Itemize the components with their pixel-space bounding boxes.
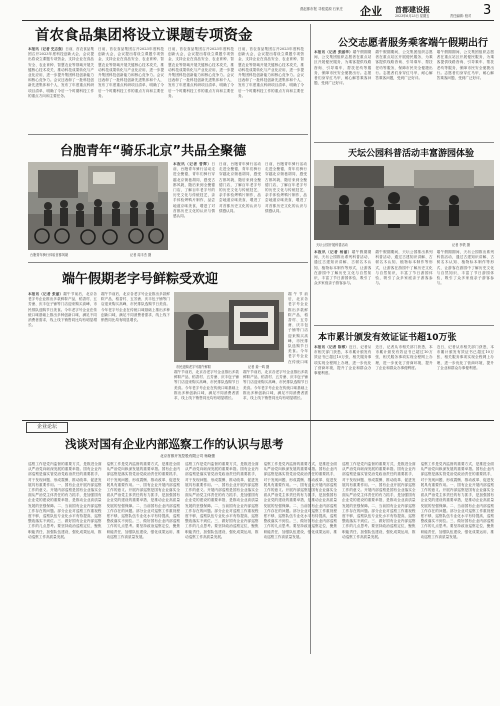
header-small-info: 燕赵都市报 寻根觅源 石家庄 <box>300 7 343 11</box>
forum-headline: 浅谈对国有企业内部巡察工作的认识与思考 <box>65 437 284 451</box>
tiantan-photo-caption: 天坛公园开展科普活动 <box>316 243 348 247</box>
shounong-text-1: 日前，首农食品集团召开2023年度科技创新大会，会议提出将设立课题专项资金，支持企业在食品安全、农业育种、智慧农业等领域开展关键核心技术攻关，推动科技成果转化与产业化应用，进一步提升集团科技创新能力和核心竞争力。会议还表彰了一批科技创新先进集体和个人，发布了年度重点科研项目清单，明确了今后一个时期科技工作的重点方向和主要任务。 <box>28 47 94 98</box>
volunteer-text-3: 端午假期期间，公交集团组织志愿者在重点站区开展便民服务，为乘客提供线路咨询、引导乘车、帮扶老幼等服务，保障市民安全便捷出行。志愿者们身穿红马甲，耐心解答乘客问题，受到广泛好评。 <box>436 50 494 81</box>
taiwan-text-2: 日前，台胞青年骑行活动走进全聚德，青年们骑行穿越北京街巷胡同，感受古都风貌，随后来到全聚德门店，了解百年老字号的历史文化与传统技艺，亲手体验烤鸭片制作，品尝地道京味美食，增进了对首都历史文化的认识与情感认同。 <box>219 162 261 213</box>
duanwu-photo <box>174 292 284 362</box>
taiwan-byline: 本报讯（记者 曾辉） <box>173 162 212 166</box>
duanwu-photo-caption: 市民选购老字号端午鲜粽 <box>176 365 212 369</box>
tiantan-text-3: 端午假期期间，天坛公园推出系列科普活动，通过古建知识讲解、古树名木认知、植物标本制作等形式，让游客在游园中了解历史文化与自然知识，丰富了节日游园体验，吸引了众多家庭亲子游客参与。 <box>436 250 494 286</box>
forum-text-5: 巡察工作是党内监督的重要方式，是推进全面从严治党向纵深发展的重要举措。国有企业内部巡察是落实管党治党政治责任的重要抓手，对于发现问题、形成震慑、推动改革、促进发展具有重要作用。一、国有企业开展内部巡察工作的意义。开展内部巡察是国有企业落实全面从严治党主体责任的有力抓手，是加强国有企业党的建设的重要举措，是推动企业高质量发展的坚强保障。二、当前国有企业内部巡察工作存在的问题。部分企业对巡察工作重视程度不够，巡察队伍专业化水平有待提高，巡察整改落实不到位。三、做好国有企业内部巡察工作的几点思考。要坚持政治巡察定位，聚焦职能责任，加强队伍建设，强化成果运用，推动巡察工作高质量发展。 <box>342 462 416 539</box>
shounong-text-3: 日前，首农食品集团召开2023年度科技创新大会，会议提出将设立课题专项资金，支持企业在食品安全、农业育种、智慧农业等领域开展关键核心技术攻关，推动科技成果转化与产业化应用，进一步提升集团科技创新能力和核心竞争力。会议还表彰了一批科技创新先进集体和个人，发布了年度重点科研项目清单，明确了今后一个时期科技工作的重点方向和主要任务。 <box>168 47 234 98</box>
forum-text-2: 巡察工作是党内监督的重要方式，是推进全面从严治党向纵深发展的重要举措。国有企业内部巡察是落实管党治党政治责任的重要抓手，对于发现问题、形成震慑、推动改革、促进发展具有重要作用。一、国有企业开展内部巡察工作的意义。开展内部巡察是国有企业落实全面从严治党主体责任的有力抓手，是加强国有企业党的建设的重要举措，是推动企业高质量发展的坚强保障。二、当前国有企业内部巡察工作存在的问题。部分企业对巡察工作重视程度不够，巡察队伍专业化水平有待提高，巡察整改落实不到位。三、做好国有企业内部巡察工作的几点思考。要坚持政治巡察定位，聚焦职能责任，加强队伍建设，强化成果运用，推动巡察工作高质量发展。 <box>106 462 180 539</box>
tiantan-photo <box>314 160 494 240</box>
forum-column-label: 企业论坛 <box>26 422 68 433</box>
taiwan-body <box>173 162 307 256</box>
header-editor: 责任编辑: 校对 <box>450 14 472 18</box>
shounong-body <box>28 47 304 131</box>
duanwu-text-3: 端午节前后，北京各老字号企业推出多款鲜粽产品，稻香村、五芳斋、庆丰包子铺等门店迎来购买高峰，市民排队选购节日美食。今年老字号企业在传统口味基础上推出多种创新口味，满足不同消费者需求，线上线下销售同比均有明显增长。 <box>174 370 239 401</box>
volunteer-headline: 公交志愿者服务乘客端午假期出行 <box>338 38 488 49</box>
shounong-text-4: 日前，首农食品集团召开2023年度科技创新大会，会议提出将设立课题专项资金，支持企业在食品安全、农业育种、智慧农业等领域开展关键核心技术攻关，推动科技成果转化与产业化应用，进一步提升集团科技创新能力和核心竞争力。会议还表彰了一批科技创新先进集体和个人，发布了年度重点科研项目清单，明确了今后一个时期科技工作的重点方向和主要任务。 <box>238 47 304 98</box>
taiwan-photo-caption: 台胞青年骑行体验首都风貌 <box>30 253 69 257</box>
forum-text-4: 巡察工作是党内监督的重要方式，是推进全面从严治党向纵深发展的重要举措。国有企业内部巡察是落实管党治党政治责任的重要抓手，对于发现问题、形成震慑、推动改革、促进发展具有重要作用。一、国有企业开展内部巡察工作的意义。开展内部巡察是国有企业落实全面从严治党主体责任的有力抓手，是加强国有企业党的建设的重要举措，是推动企业高质量发展的坚强保障。二、当前国有企业内部巡察工作存在的问题。部分企业对巡察工作重视程度不够，巡察队伍专业化水平有待提高，巡察整改落实不到位。三、做好国有企业内部巡察工作的几点思考。要坚持政治巡察定位，聚焦职能责任，加强队伍建设，强化成果运用，推动巡察工作高质量发展。 <box>263 462 337 539</box>
duanwu-text-5: 端午节前后，北京各老字号企业推出多款鲜粽产品，稻香村、五芳斋、庆丰包子铺等门店迎来购买高峰，市民排队选购节日美食。今年老字号企业在传统口味 <box>288 292 308 364</box>
license-headline: 本市累计颁发有效证证书超10万张 <box>318 333 457 343</box>
license-text-2: 近日，记者从市相关部门获悉，本市累计颁发有效证书已超过10万张，相关服务事项实现全程网上办理，进一步优化了营商环境，提升了企业和群众办事便利度。 <box>375 345 433 370</box>
taiwan-photo-credit: 记者 周丰杰 摄 <box>130 253 152 257</box>
duanwu-text-1: 端午节前后，北京各老字号企业推出多款鲜粽产品，稻香村、五芳斋、庆丰包子铺等门店迎来购买高峰，市民排队选购节日美食。今年老字号企业在传统口味基础上推出多种创新口味，满足不同消费者需求，线上线下销售同比均有明显增长。 <box>28 292 97 328</box>
taiwan-text-3: 日前，台胞青年骑行活动走进全聚德，青年们骑行穿越北京街巷胡同，感受古都风貌，随后来到全聚德门店，了解百年老字号的历史文化与传统技艺，亲手体验烤鸭片制作，品尝地道京味美食，增进了对首都历史文化的认识与情感认同。 <box>265 162 307 213</box>
shounong-headline: 首农食品集团将设立课题专项资金 <box>35 28 253 44</box>
duanwu-headline: 端午假期老字号鲜粽受欢迎 <box>62 272 219 287</box>
shounong-byline: 本报讯（记者 史志强） <box>28 47 66 51</box>
tiantan-text-2: 端午假期期间，天坛公园推出系列科普活动，通过古建知识讲解、古树名木认知、植物标本制作等形式，让游客在游园中了解历史文化与自然知识，丰富了节日游园体验，吸引了众多家庭亲子游客参与。 <box>375 250 433 286</box>
forum-text-6: 巡察工作是党内监督的重要方式，是推进全面从严治党向纵深发展的重要举措。国有企业内部巡察是落实管党治党政治责任的重要抓手，对于发现问题、形成震慑、推动改革、促进发展具有重要作用。一、国有企业开展内部巡察工作的意义。开展内部巡察是国有企业落实全面从严治党主体责任的有力抓手，是加强国有企业党的建设的重要举措，是推动企业高质量发展的坚强保障。二、当前国有企业内部巡察工作存在的问题。部分企业对巡察工作重视程度不够，巡察队伍专业化水平有待提高，巡察整改落实不到位。三、做好国有企业内部巡察工作的几点思考。要坚持政治巡察定位，聚焦职能责任，加强队伍建设，强化成果运用，推动巡察工作高质量发展。 <box>420 462 494 539</box>
taiwan-headline: 台胞青年“骑乐北京”共品全聚德 <box>60 144 247 159</box>
duanwu-text-4: 端午节前后，北京各老字号企业推出多款鲜粽产品，稻香村、五芳斋、庆丰包子铺等门店迎来购买高峰，市民排队选购节日美食。今年老字号企业在传统口味基础上推出多种创新口味，满足不同消费者需求，线上线下销售同比均有明显增长。 <box>243 370 308 401</box>
taiwan-photo <box>28 162 168 250</box>
volunteer-text-2: 端午假期期间，公交集团组织志愿者在重点站区开展便民服务，为乘客提供线路咨询、引导乘车、帮扶老幼等服务，保障市民安全便捷出行。志愿者们身穿红马甲，耐心解答乘客问题，受到广泛好评。 <box>375 50 433 81</box>
forum-text-1: 巡察工作是党内监督的重要方式，是推进全面从严治党向纵深发展的重要举措。国有企业内部巡察是落实管党治党政治责任的重要抓手，对于发现问题、形成震慑、推动改革、促进发展具有重要作用。一、国有企业开展内部巡察工作的意义。开展内部巡察是国有企业落实全面从严治党主体责任的有力抓手，是加强国有企业党的建设的重要举措，是推动企业高质量发展的坚强保障。二、当前国有企业内部巡察工作存在的问题。部分企业对巡察工作重视程度不够，巡察队伍专业化水平有待提高，巡察整改落实不到位。三、做好国有企业内部巡察工作的几点思考。要坚持政治巡察定位，聚焦职能责任，加强队伍建设，强化成果运用，推动巡察工作高质量发展。 <box>28 462 102 539</box>
taiwan-text-1: 日前，台胞青年骑行活动走进全聚德，青年们骑行穿越北京街巷胡同，感受古都风貌，随后来到全聚德门店，了解百年老字号的历史文化与传统技艺，亲手体验烤鸭片制作，品尝地道京味美食，增进了对首都历史文化的认识与情感认同。 <box>173 162 215 219</box>
duanwu-body-right <box>174 370 308 416</box>
forum-body <box>28 462 494 700</box>
divider-shounong <box>28 134 308 135</box>
forum-top-rule <box>22 420 494 421</box>
header-date: 2023年6月23日 星期五 <box>395 14 430 18</box>
duanwu-photo-image <box>174 292 284 362</box>
volunteer-text-1: 端午假期期间，公交集团组织志愿者在重点站区开展便民服务，为乘客提供线路咨询、引导乘车、帮扶老幼等服务，保障市民安全便捷出行。志愿者们身穿红马甲，耐心解答乘客问题，受到广泛好评。 <box>314 50 372 86</box>
duanwu-body-left <box>28 292 170 414</box>
forum-author: 北京首都开发控股有限公司 杨晓蕾 <box>160 454 216 458</box>
duanwu-byline: 本报讯（记者 张丽） <box>28 292 64 296</box>
tiantan-photo-image <box>314 160 494 240</box>
license-body <box>314 345 494 417</box>
volunteer-body <box>314 50 494 140</box>
tiantan-photo-credit: 记者 李铁 摄 <box>452 243 470 247</box>
tiantan-text-1: 端午假期期间，天坛公园推出系列科普活动，通过古建知识讲解、古树名木认知、植物标本制作等形式，让游客在游园中了解历史文化与自然知识，丰富了节日游园体验，吸引了众多家庭亲子游客参与。 <box>314 250 372 286</box>
shounong-text-2: 日前，首农食品集团召开2023年度科技创新大会，会议提出将设立课题专项资金，支持企业在食品安全、农业育种、智慧农业等领域开展关键核心技术攻关，推动科技成果转化与产业化应用，进一步提升集团科技创新能力和核心竞争力。会议还表彰了一批科技创新先进集体和个人，发布了年度重点科研项目清单，明确了今后一个时期科技工作的重点方向和主要任务。 <box>98 47 164 98</box>
duanwu-body-narrow <box>288 292 308 364</box>
header-rule <box>22 20 494 21</box>
forum-text-3: 巡察工作是党内监督的重要方式，是推进全面从严治党向纵深发展的重要举措。国有企业内部巡察是落实管党治党政治责任的重要抓手，对于发现问题、形成震慑、推动改革、促进发展具有重要作用。一、国有企业开展内部巡察工作的意义。开展内部巡察是国有企业落实全面从严治党主体责任的有力抓手，是加强国有企业党的建设的重要举措，是推动企业高质量发展的坚强保障。二、当前国有企业内部巡察工作存在的问题。部分企业对巡察工作重视程度不够，巡察队伍专业化水平有待提高，巡察整改落实不到位。三、做好国有企业内部巡察工作的几点思考。要坚持政治巡察定位，聚焦职能责任，加强队伍建设，强化成果运用，推动巡察工作高质量发展。 <box>185 462 259 539</box>
tiantan-headline: 天坛公园科普活动丰富游园体验 <box>348 149 475 159</box>
divider-volunteer <box>314 142 494 143</box>
duanwu-text-2: 端午节前后，北京各老字号企业推出多款鲜粽产品，稻香村、五芳斋、庆丰包子铺等门店迎来购买高峰，市民排队选购节日美食。今年老字号企业在传统口味基础上推出多种创新口味，满足不同消费者需求，线上线下销售同比均有明显增长。 <box>101 292 170 323</box>
taiwan-photo-image <box>28 162 168 250</box>
divider-taiwan <box>28 262 308 263</box>
page-number: 3 <box>483 3 492 18</box>
tiantan-byline: 本报讯（记者 杨丽） <box>314 250 352 254</box>
paper-name: 首都建设报 <box>395 6 430 14</box>
volunteer-byline: 本报讯（记者 张丽华） <box>314 50 353 54</box>
duanwu-photo-credit: 记者 姜一鸣 摄 <box>248 365 270 369</box>
divider-tiantan <box>314 325 494 326</box>
section-title: 企业 <box>360 5 382 18</box>
license-text-1: 近日，记者从市相关部门获悉，本市累计颁发有效证书已超过10万张，相关服务事项实现全程网上办理，进一步优化了营商环境，提升了企业和群众办事便利度。 <box>314 345 372 376</box>
license-byline: 本报讯（记者 陈博） <box>314 345 350 349</box>
tiantan-body <box>314 250 494 322</box>
license-text-3: 近日，记者从市相关部门获悉，本市累计颁发有效证书已超过10万张，相关服务事项实现全程网上办理，进一步优化了营商环境，提升了企业和群众办事便利度。 <box>436 345 494 370</box>
